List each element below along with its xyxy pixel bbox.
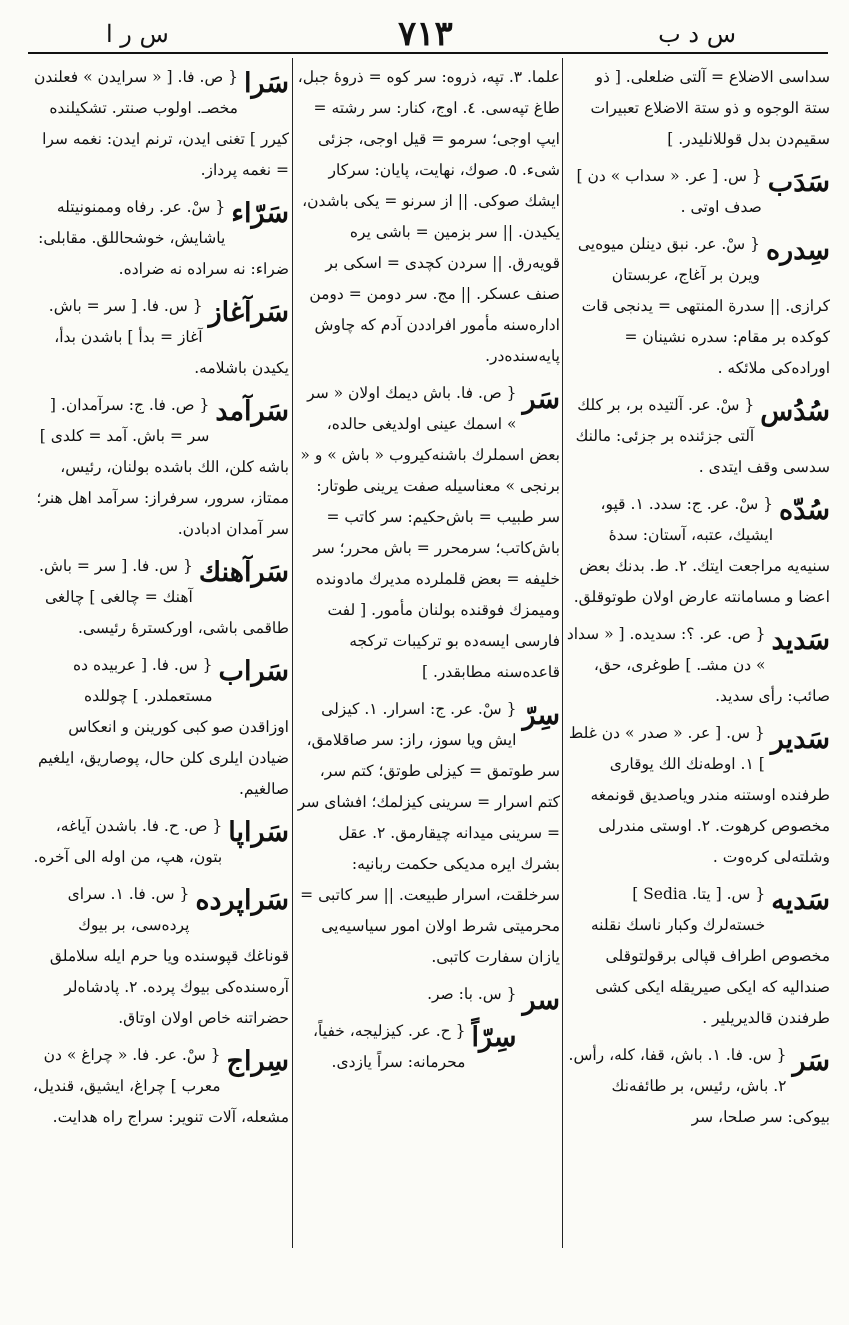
dictionary-entry	[30, 551, 289, 644]
entry-text: { ح. عر. کیزلیجه، خفیاً، محرمانه: سراً یازدی.	[313, 1022, 466, 1071]
headword: سَر	[522, 384, 560, 415]
entry-text: { ص. فا. [ « سرایدن » فعلندن مخصـ. اولوب صنتر. تشکیلنده کیرر ] تغنی ایدن، ترنم ایدن: نغمه سرا = نغمه پرداز.	[33, 68, 289, 179]
dictionary-entry	[30, 879, 289, 1034]
headword: سِدره	[766, 235, 830, 266]
entry-text: { ص. فا. ج: سرآمدان. [ سر = باش. آمد = کلدی ] باشه کلن، الك باشده بولنان، رئیس، ممتاز، سرور، سرفراز: سرآمد اهل هنر؛ سر آمدان ادبادن.	[36, 396, 289, 538]
dictionary-entry	[565, 1040, 830, 1133]
headword: سُدُس	[760, 396, 830, 427]
headword: سِرّ	[522, 700, 560, 731]
column-divider-left	[292, 58, 293, 1248]
headword: سَدَب	[767, 167, 830, 198]
entry-text: { س. فا. [ سر = باش. آهنك = چالغی ] چالغی طاقمی باشی، اورکسترهٔ رئیسی.	[39, 557, 289, 637]
dictionary-entry	[565, 489, 830, 613]
header-rule	[28, 52, 828, 54]
entry-text: { س. [ عر. « سداب » دن ] صدف اوتی .	[576, 167, 762, 216]
headword: سَدیر	[770, 724, 830, 755]
dictionary-entry	[30, 62, 289, 186]
dictionary-entry	[565, 62, 830, 155]
entry-text: { ص. عر. ؟: سدیده. [ « سداد » دن مشـ. ] طوغری، حق، صائب: رأی سدید.	[566, 625, 830, 705]
entry-text: { سْ. عر. ج: اسرار. ١. کیزلی ایش ویا سوز، راز: سر صاقلامق، سر طوتمق = کیزلی طوتق؛ کتم سر، کتم اسرار = سرینی کیزلمك؛ افشای سر = سرینی میدانه چیقارمق. ٢. عقل بشرك ایره مدیکی حکمت ربانیه: سرخلقت، اسرار طبیعت. || سر کاتبی = محرمیتی شرط اولان امور سیاسیه‌یی یازان سفارت کاتبی.	[297, 700, 560, 966]
headword: سَدیه	[771, 885, 830, 916]
page-number: ٧١٣	[398, 14, 453, 54]
headword: سَرا	[243, 68, 289, 99]
entry-text: سداسی الاضلاع = آلتی ضلعلی. [ ذو ستة الوجوه و ذو ستة الاضلاع تعبیرات سقیم‌دن بدل قوللانلیدر. ]	[590, 68, 830, 148]
column-right	[565, 62, 830, 1242]
column-middle	[296, 62, 560, 1242]
entry-text: { سْ. عر. فا. « چراغ » دن معرب ] چراغ، ایشیق، قندیل، مشعله، آلات تنویر: سراج راه هدایت.	[32, 1046, 289, 1126]
dictionary-entry	[565, 229, 830, 384]
headword: سُدّه	[779, 495, 830, 526]
dictionary-entry	[296, 694, 560, 973]
headword: سَرآمد	[215, 396, 289, 427]
headword: سِراج	[226, 1046, 289, 1077]
entry-text: { سْ. عر. رفاه وممنونیتله یاشایش، خوشحاللق. مقابلی: ضراء: نه سراده نه ضراده.	[38, 198, 289, 278]
headword: سَراب	[218, 656, 289, 687]
entry-text: { ص. فا. باش دیمك اولان « سر » اسمك عینی اولدیغی حالده، بعض اسملرك باشنه‌کیروب « باش » و « برنجی » معناسیله صفت یرینی طوتار: سر طبیب = باش‌حکیم: سر کاتب = باش‌کاتب؛ سرمحرر = باش محرر؛ سر خلیفه = بعض قلملرده مدیرك مادونده ومیمزك فوقنده بولنان مأمور. [ لفت فارسی ایسه‌ده بو ترکیبات ترکجه قاعده‌سنه مطابقدر. ]	[300, 384, 560, 681]
entry-text: { س. با: صر.	[427, 985, 517, 1003]
headword: سَراپا	[228, 817, 289, 848]
dictionary-entry	[30, 650, 289, 805]
dictionary-entry	[565, 390, 830, 483]
dictionary-entry	[296, 979, 560, 1016]
headword: سَر	[792, 1046, 830, 1077]
dictionary-entry	[296, 378, 560, 688]
running-head-right: س د ب	[658, 20, 736, 48]
headword: سَراپرده	[195, 885, 289, 916]
dictionary-entry	[30, 192, 289, 285]
dictionary-entry	[565, 619, 830, 712]
headword: سَدید	[771, 625, 830, 656]
column-left	[30, 62, 289, 1242]
entry-text: { س. [ عر. « صدر » دن غلط ] ١. اوطه‌نك الك یوقاری طرفنده اوستنه مندر ویاصدیق قونمغه مخصوص کرهوت. ٢. اوستی مندرلی وشلته‌لی کره‌وت .	[568, 724, 830, 866]
dictionary-entry	[565, 161, 830, 223]
entry-text: { سْ. عر. آلتیده بر، بر کلك آلتی جزئنده بر جزئی: مالنك سدسی وقف ایتدی .	[575, 396, 830, 476]
dictionary-entry	[30, 811, 289, 873]
dictionary-entry	[30, 291, 289, 384]
entry-text: علما. ٣. تپه، ذروه: سر کوه = ذروهٔ جبل، طاغ تپه‌سی. ٤. اوج، کنار: سر رشته = ایپ اوجی؛ سرمو = قیل اوجی، جزئی شیء. ٥. صوك، نهایت، پایان: سرکار ایشك صوکی. || از سرنو = یکی باشدن، یکیدن. || سر بزمین = باشی یره قویه‌رق. || سردن کچدی = اسکی بر صنف عسکر. || مج. سر دومن = دومن اداره‌سنه مأمور افراددن آدم که چاوش پایه‌سنده‌در.	[297, 68, 560, 365]
entry-text: { س. فا. [ سر = باش. آغاز = بدأ ] باشدن بدأ، یکیدن باشلامه.	[48, 297, 289, 377]
entry-text: { سْ. عر. ج: سدد. ١. قپو، ایشیك، عتبه، آستان: سدهٔ سنیه‌یه مراجعت ایتك. ٢. ط. بدنك بعض اعضا و مسامانته عارض اولان طوتوقلق.	[573, 495, 830, 606]
dictionary-entry	[30, 1040, 289, 1133]
entry-text: { س. فا. [ عربیده ده مستعملدر. ] چوللده اوزاقدن صو کبی کورینن و انعکاس ضیادن ایلری کلن حال، پوصاریق، ایلغیم صالغیم.	[38, 656, 289, 798]
dictionary-entry	[296, 62, 560, 372]
headword: سر	[522, 985, 560, 1016]
headword: سِرّاً	[471, 1022, 517, 1053]
entry-text: { س. فا. ١. سرای پرده‌سی، بر بیوك قوناغك قپوسنده ویا حرم ایله سلاملق آره‌سنده‌کی بیوك پرده. ٢. پادشاه‌لر حضراتنه خاص اولان اوتاق.	[49, 885, 289, 1027]
headword: سَرّاء	[231, 198, 289, 229]
headword: سَرآغاز	[208, 297, 289, 328]
dictionary-entry	[565, 879, 830, 1034]
headword: سَرآهنك	[198, 557, 289, 588]
running-head-left: س ر ا	[106, 20, 169, 48]
entry-text: { س. فا. ١. باش، قفا، کله، رأس. ٢. باش، رئیس، بر طائفه‌نك بیوکی: سر صلحا، سر	[568, 1046, 830, 1126]
dictionary-entry	[30, 390, 289, 545]
entry-text: { ص. ح. فا. باشدن آیاغه، بتون، هپ، من اوله الی آخره.	[33, 817, 223, 866]
column-divider-right	[562, 58, 563, 1248]
dictionary-entry	[296, 1016, 560, 1078]
entry-text: { س. [ یتا. Sedia ] خسته‌لرك وكبار ناسك نقلنه مخصوص اطراف قپالی برقولتوقلی صندالیه که ایکی صیریقله ایکی کشی طرفندن قالدیریلیر .	[590, 885, 830, 1027]
entry-text: { سْ. عر. نبق دینلن میوه‌یی ویرن بر آغاج، عربستان کرازی. || سدرة المنتهی = یدنجی قات کوکده بر مقام: سدره نشینان = اوراده‌کی ملائکه .	[577, 235, 830, 377]
dictionary-entry	[565, 718, 830, 873]
